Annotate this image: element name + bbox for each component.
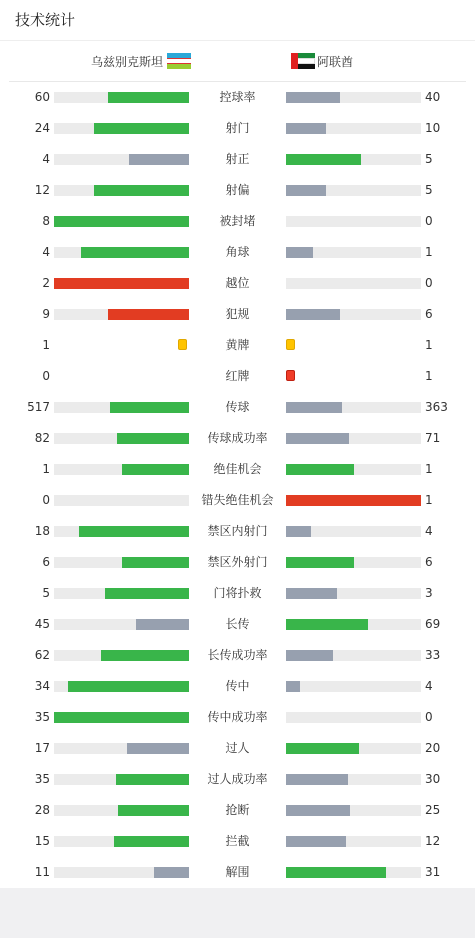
away-value: 33: [425, 648, 441, 662]
away-bar-fill: [286, 433, 349, 444]
away-value: 5: [425, 152, 433, 166]
away-value: 1: [425, 338, 433, 352]
away-value: 4: [425, 524, 433, 538]
stat-label: 长传成功率: [207, 648, 268, 662]
stat-row: [0, 361, 475, 392]
home-value: 517: [27, 400, 50, 414]
home-bar-fill: [118, 805, 189, 816]
away-value: 20: [425, 741, 441, 755]
away-bar-track: [286, 123, 421, 134]
home-value: 0: [42, 493, 50, 507]
stat-label: 绝佳机会: [213, 462, 262, 476]
stat-label: 黄牌: [225, 338, 250, 352]
home-bar-fill: [154, 867, 189, 878]
home-bar-fill: [54, 278, 189, 289]
home-bar-track: [54, 743, 189, 754]
stat-row: [0, 826, 475, 857]
away-bar-track: [286, 433, 421, 444]
stat-label: 抢断: [225, 803, 250, 817]
stat-label: 被封堵: [219, 214, 256, 228]
home-value: 34: [34, 679, 50, 693]
away-bar-track: [286, 743, 421, 754]
away-bar-fill: [286, 557, 354, 568]
stat-row: [0, 454, 475, 485]
home-bar-track: [54, 712, 189, 723]
stat-label: 射偏: [225, 183, 250, 197]
home-value: 82: [34, 431, 50, 445]
away-bar-fill: [286, 123, 326, 134]
stat-label: 传球: [225, 400, 250, 414]
home-bar-fill: [117, 433, 189, 444]
stat-label: 禁区内射门: [207, 524, 268, 538]
away-value: 6: [425, 555, 433, 569]
home-bar-track: [54, 247, 189, 258]
home-value: 12: [34, 183, 50, 197]
away-bar-track: [286, 247, 421, 258]
stat-row: [0, 392, 475, 423]
stat-row: [0, 423, 475, 454]
away-team: [291, 41, 353, 81]
home-bar-fill: [94, 185, 189, 196]
home-bar-track: [54, 836, 189, 847]
away-bar-track: [286, 712, 421, 723]
stat-row: [0, 113, 475, 144]
away-value: 31: [425, 865, 441, 879]
away-bar-track: [286, 309, 421, 320]
home-value: 0: [42, 369, 50, 383]
stat-row: [0, 640, 475, 671]
stat-label: 越位: [225, 276, 250, 290]
home-bar-fill: [122, 557, 190, 568]
home-bar-fill: [136, 619, 189, 630]
away-bar-fill: [286, 867, 386, 878]
away-bar-fill: [286, 495, 421, 506]
away-value: 25: [425, 803, 441, 817]
home-bar-fill: [108, 92, 189, 103]
away-bar-fill: [286, 681, 300, 692]
away-bar-fill: [286, 805, 350, 816]
home-bar-fill: [94, 123, 189, 134]
stat-row: [0, 330, 475, 361]
stat-row: [0, 578, 475, 609]
home-bar-fill: [116, 774, 189, 785]
stat-row: [0, 206, 475, 237]
stat-row: [0, 671, 475, 702]
away-value: 4: [425, 679, 433, 693]
away-bar-track: [286, 185, 421, 196]
stat-label: 传中成功率: [207, 710, 268, 724]
away-value: 3: [425, 586, 433, 600]
yellow-card-icon: [178, 339, 187, 350]
home-value: 35: [34, 772, 50, 786]
away-bar-track: [286, 805, 421, 816]
away-bar-fill: [286, 743, 359, 754]
home-bar-track: [54, 867, 189, 878]
home-bar-track: [54, 526, 189, 537]
home-bar-track: [54, 278, 189, 289]
stat-label: 控球率: [219, 90, 256, 104]
away-bar-fill: [286, 836, 346, 847]
home-value: 5: [42, 586, 50, 600]
home-bar-track: [54, 681, 189, 692]
home-bar-fill: [114, 836, 189, 847]
stat-row: [0, 144, 475, 175]
home-team-name: 乌兹别克斯坦: [90, 54, 163, 69]
stat-row: [0, 795, 475, 826]
home-bar-track: [54, 309, 189, 320]
away-bar-track: [286, 278, 421, 289]
home-bar-fill: [127, 743, 189, 754]
away-bar-track: [286, 836, 421, 847]
stat-row: [0, 516, 475, 547]
stat-row: [0, 175, 475, 206]
home-bar-track: [54, 185, 189, 196]
home-bar-track: [54, 557, 189, 568]
home-bar-track: [54, 805, 189, 816]
home-value: 8: [42, 214, 50, 228]
away-bar-track: [286, 526, 421, 537]
home-value: 28: [34, 803, 50, 817]
home-bar-fill: [105, 588, 189, 599]
away-value: 363: [425, 400, 448, 414]
home-value: 24: [34, 121, 50, 135]
home-value: 6: [42, 555, 50, 569]
stat-row: [0, 857, 475, 888]
home-value: 11: [34, 865, 50, 879]
away-bar-track: [286, 92, 421, 103]
teams-header: [9, 41, 466, 82]
away-value: 1: [425, 462, 433, 476]
away-bar-fill: [286, 92, 340, 103]
stat-label: 角球: [225, 245, 250, 259]
away-value: 12: [425, 834, 441, 848]
section-title: 技术统计: [0, 0, 475, 41]
home-value: 35: [34, 710, 50, 724]
stat-row: [0, 702, 475, 733]
home-bar-track: [54, 92, 189, 103]
away-bar-fill: [286, 185, 326, 196]
away-bar-track: [286, 557, 421, 568]
away-bar-fill: [286, 402, 342, 413]
home-value: 18: [34, 524, 50, 538]
home-bar-fill: [68, 681, 189, 692]
away-bar-track: [286, 867, 421, 878]
away-bar-track: [286, 216, 421, 227]
home-bar-track: [54, 464, 189, 475]
away-bar-fill: [286, 464, 354, 475]
stat-label: 射门: [225, 121, 250, 135]
stat-row: [0, 609, 475, 640]
stat-row: [0, 237, 475, 268]
stat-row: [0, 764, 475, 795]
stat-label: 过人成功率: [207, 772, 268, 786]
home-bar-fill: [129, 154, 189, 165]
home-value: 2: [42, 276, 50, 290]
home-bar-fill: [108, 309, 189, 320]
home-bar-track: [54, 433, 189, 444]
home-value: 45: [34, 617, 50, 631]
away-value: 1: [425, 245, 433, 259]
away-bar-track: [286, 681, 421, 692]
stat-label: 射正: [225, 152, 250, 166]
away-bar-track: [286, 495, 421, 506]
stat-row: [0, 547, 475, 578]
home-bar-track: [54, 154, 189, 165]
stat-label: 禁区外射门: [207, 555, 268, 569]
away-bar-track: [286, 402, 421, 413]
away-bar-fill: [286, 650, 333, 661]
stat-row: [0, 299, 475, 330]
home-bar-fill: [79, 526, 189, 537]
home-value: 15: [34, 834, 50, 848]
home-value: 62: [34, 648, 50, 662]
yellow-card-icon: [286, 339, 295, 350]
away-bar-fill: [286, 774, 348, 785]
stat-label: 传球成功率: [207, 431, 268, 445]
away-bar-fill: [286, 588, 337, 599]
away-bar-fill: [286, 619, 368, 630]
home-bar-track: [54, 650, 189, 661]
away-team-name: 阿联酋: [317, 54, 354, 69]
home-bar-track: [54, 216, 189, 227]
away-value: 30: [425, 772, 441, 786]
away-bar-track: [286, 588, 421, 599]
away-value: 1: [425, 369, 433, 383]
home-bar-fill: [81, 247, 189, 258]
stat-label: 拦截: [225, 834, 250, 848]
home-value: 9: [42, 307, 50, 321]
home-bar-track: [54, 619, 189, 630]
home-value: 4: [42, 152, 50, 166]
away-value: 0: [425, 276, 433, 290]
away-value: 0: [425, 214, 433, 228]
home-bar-track: [54, 402, 189, 413]
stat-label: 门将扑救: [213, 586, 262, 600]
uae-flag-icon: [291, 53, 315, 69]
away-bar-fill: [286, 309, 340, 320]
home-bar-fill: [110, 402, 189, 413]
home-value: 1: [42, 462, 50, 476]
stat-row: [0, 268, 475, 299]
away-value: 69: [425, 617, 441, 631]
home-bar-track: [54, 774, 189, 785]
away-value: 71: [425, 431, 441, 445]
home-value: 17: [34, 741, 50, 755]
home-bar-track: [54, 588, 189, 599]
stat-label: 过人: [225, 741, 250, 755]
away-bar-fill: [286, 247, 313, 258]
away-value: 40: [425, 90, 441, 104]
home-bar-fill: [101, 650, 189, 661]
away-bar-track: [286, 464, 421, 475]
away-bar-track: [286, 154, 421, 165]
home-bar-track: [54, 123, 189, 134]
away-value: 6: [425, 307, 433, 321]
away-bar-track: [286, 774, 421, 785]
away-bar-fill: [286, 526, 311, 537]
home-bar-fill: [54, 712, 189, 723]
stat-label: 错失绝佳机会: [201, 493, 274, 507]
home-bar-track: [54, 495, 189, 506]
stat-row: [0, 733, 475, 764]
stat-label: 红牌: [225, 369, 250, 383]
stat-row: [0, 82, 475, 113]
stats-list: [0, 82, 475, 888]
home-bar-fill: [54, 216, 189, 227]
away-bar-track: [286, 619, 421, 630]
stat-row: [0, 485, 475, 516]
red-card-icon: [286, 370, 295, 381]
stat-label: 长传: [225, 617, 250, 631]
away-bar-fill: [286, 154, 361, 165]
stat-label: 传中: [225, 679, 250, 693]
away-value: 5: [425, 183, 433, 197]
home-value: 1: [42, 338, 50, 352]
away-bar-track: [286, 650, 421, 661]
home-team: [91, 41, 191, 81]
away-value: 0: [425, 710, 433, 724]
uzbekistan-flag-icon: [167, 53, 191, 69]
away-value: 1: [425, 493, 433, 507]
home-bar-fill: [122, 464, 190, 475]
stat-label: 解围: [225, 865, 250, 879]
home-value: 60: [34, 90, 50, 104]
home-value: 4: [42, 245, 50, 259]
stat-label: 犯规: [225, 307, 250, 321]
away-value: 10: [425, 121, 441, 135]
